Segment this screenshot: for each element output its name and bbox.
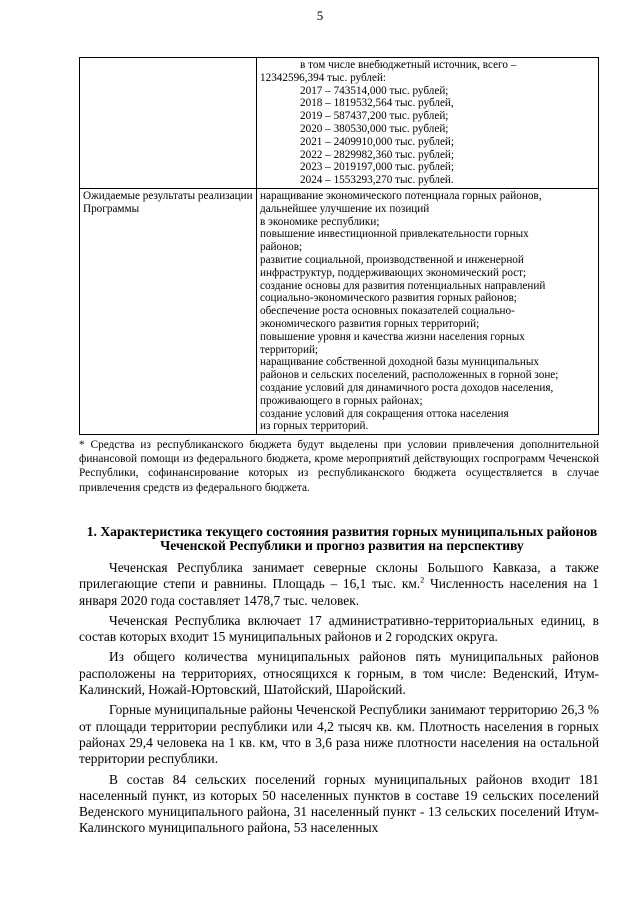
results-cell bbox=[257, 188, 599, 434]
results-line: повышение уровня и качества жизни населения горных bbox=[260, 330, 525, 343]
funding-line-2019: 2019 – 587437,200 тыс. рублей; bbox=[300, 110, 449, 123]
funding-line-2022: 2022 – 2829982,360 тыс. рублей; bbox=[300, 148, 455, 161]
funding-line-2020: 2020 – 380530,000 тыс. рублей; bbox=[300, 122, 449, 135]
body-text bbox=[79, 560, 599, 841]
funding-line-2021: 2021 – 2409910,000 тыс. рублей; bbox=[300, 135, 455, 148]
paragraph: Горные муниципальные районы Чеченской Республики занимают территорию 26,3 % от площади территории республики или 4,2 тысяч кв. км. Плотность населения в горных районах 29,4 человека на 1 кв. км, что в 3,6 раза ниже плотности населения на остальной территории республики. bbox=[79, 702, 599, 767]
page-number: 5 bbox=[316, 8, 324, 23]
paragraph: В состав 84 сельских поселений горных муниципальных районов входит 181 населенный пункт, из которых 50 населенных пунктов в составе 19 сельских поселений Веденского муниципального района, 31 населенный пункт - 13 сельских поселений Итум-Калинского муниципального района, 53 населенных bbox=[79, 771, 599, 836]
results-line: создание основы для развития потенциальных направлений bbox=[260, 279, 546, 292]
results-line: инфраструктур, поддерживающих экономический рост; bbox=[260, 266, 527, 279]
paragraph: Чеченская Республика включает 17 административно-территориальных единиц, в состав которых входит 15 муниципальных районов и 2 городских округа. bbox=[79, 612, 599, 645]
results-line: наращивание экономического потенциала горных районов, bbox=[260, 189, 542, 202]
results-line: дальнейшее улучшение их позиций bbox=[260, 202, 430, 215]
results-line: наращивание собственной доходной базы муниципальных bbox=[260, 356, 539, 369]
results-line: проживающего в горных районах; bbox=[260, 394, 423, 407]
program-passport-table bbox=[79, 57, 599, 435]
results-line: экономического развития горных территорий; bbox=[260, 317, 480, 330]
results-line: развитие социальной, производственной и инженерной bbox=[260, 253, 524, 266]
results-label-cell: Ожидаемые результаты реализации Программы bbox=[80, 188, 257, 434]
results-line: обеспечение роста основных показателей социально- bbox=[260, 305, 515, 318]
results-line: районов; bbox=[260, 241, 303, 254]
paragraph: Из общего количества муниципальных районов пять муниципальных районов расположены на территориях, относящихся к горным, в том числе: Веденский, Итум-Калинский, Ножай-Юртовский, Шатойский, Шаройский. bbox=[79, 649, 599, 698]
footnote: * Средства из республиканского бюджета будут выделены при условии привлечения дополнительной финансовой помощи из федерального бюджета, кроме мероприятий действующих госпрограмм Чеченской Республики, софинансирование которых из республиканского бюджета осуществляется в случае привлечения средств из федерального бюджета. bbox=[79, 439, 599, 494]
table-row-results bbox=[80, 188, 599, 434]
results-line: из горных территорий. bbox=[260, 420, 369, 433]
paragraph-text: Чеченская Республика занимает северные склоны Большого Кавказа, а также прилегающие степи и равнины. Площадь – 16,1 тыс. км. bbox=[79, 560, 599, 592]
results-line: районов и сельских поселений, расположенных в горной зоне; bbox=[260, 369, 559, 382]
funding-line-2017: 2017 – 743514,000 тыс. рублей; bbox=[300, 84, 449, 97]
empty-label-cell bbox=[80, 58, 257, 189]
section-heading: 1. Характеристика текущего состояния развития горных муниципальных районов Чеченской Республики и прогноз развития на перспективу bbox=[86, 524, 598, 553]
funding-line-2023: 2023 – 2019197,000 тыс. рублей; bbox=[300, 161, 455, 174]
results-line: создание условий для сокращения оттока населения bbox=[260, 407, 509, 420]
funding-line-2018: 2018 – 1819532,564 тыс. рублей, bbox=[300, 97, 454, 110]
paragraph bbox=[79, 560, 599, 609]
table-row-funding bbox=[80, 58, 599, 189]
paragraph-text: Численность населения на 1 января 2020 года составляет 1478,7 тыс. человек. bbox=[79, 576, 599, 608]
footnote-ref: 2 bbox=[420, 575, 425, 585]
funding-line: 12342596,394 тыс. рублей: bbox=[260, 71, 387, 84]
results-line: создание условий для динамичного роста доходов населения, bbox=[260, 381, 554, 394]
funding-cell bbox=[257, 58, 599, 189]
funding-line-2024: 2024 – 1553293,270 тыс. рублей. bbox=[300, 174, 454, 187]
results-line: в экономике республики; bbox=[260, 215, 380, 228]
results-line: социально-экономического развития горных районов; bbox=[260, 292, 517, 305]
results-line: повышение инвестиционной привлекательности горных bbox=[260, 228, 529, 241]
funding-line: в том числе внебюджетный источник, всего – bbox=[300, 59, 517, 71]
results-line: территорий; bbox=[260, 343, 319, 356]
